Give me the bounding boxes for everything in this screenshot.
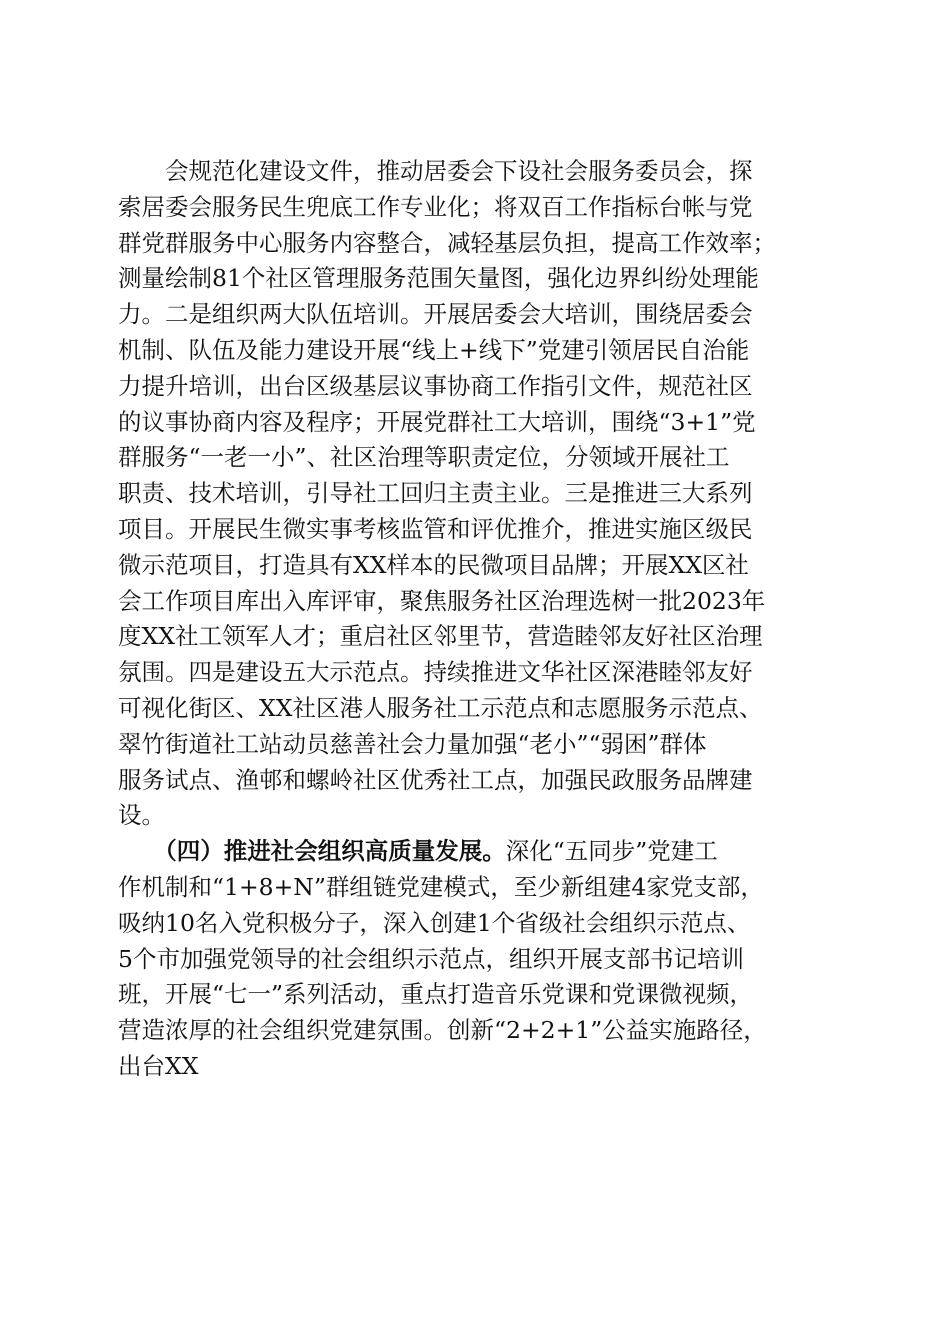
text-line: 会规范化建设文件，推动居委会下设社会服务委员会，探 bbox=[118, 157, 753, 185]
text-line: 作机制和“1+8+N”群组链党建模式，至少新组建4家党支部， bbox=[118, 872, 764, 901]
body-text bbox=[118, 154, 832, 1085]
text-line: 力。二是组织两大队伍培训。开展居委会大培训，围绕居委会 bbox=[118, 300, 753, 329]
text-line: 出台XX bbox=[118, 1051, 199, 1080]
text-line: 设。 bbox=[118, 801, 165, 830]
text-line: 氛围。四是建设五大示范点。持续推进文华社区深港睦邻友好 bbox=[118, 658, 753, 687]
text-line: 度XX社工领军人才；重启社区邻里节，营造睦邻友好社区治理 bbox=[118, 622, 763, 651]
text-line: 翠竹街道社工站动员慈善社会力量加强“老小”“弱困”群体 bbox=[118, 729, 707, 758]
text-line: 机制、队伍及能力建设开展“线上+线下”党建引领居民自治能 bbox=[118, 335, 750, 364]
section-4-first-line bbox=[118, 834, 832, 870]
text-line: 群服务“一老一小”、社区治理等职责定位，分领域开展社工 bbox=[118, 443, 730, 472]
text-line: 吸纳10名入党积极分子，深入创建1个省级社会组织示范点、 bbox=[118, 908, 751, 937]
text-line: 力提升培训，出台区级基层议事协商工作指引文件，规范社区 bbox=[118, 371, 753, 400]
text-line: 班，开展“七一”系列活动，重点打造音乐党课和党课微视频， bbox=[118, 980, 754, 1009]
text-line: 5个市加强党领导的社会组织示范点，组织开展支部书记培训 bbox=[118, 944, 744, 973]
text-line: 群党群服务中心服务内容整合，减轻基层负担，提高工作效率； bbox=[118, 228, 776, 257]
text-line: 可视化街区、XX社区港人服务社工示范点和志愿服务示范点、 bbox=[118, 693, 763, 722]
text-line: 索居委会服务民生兜底工作专业化；将双百工作指标台帐与党 bbox=[118, 192, 753, 221]
text-line: 测量绘制81个社区管理服务范围矢量图，强化边界纠纷处理能 bbox=[118, 264, 759, 293]
text-line: 的议事协商内容及程序；开展党群社工大培训，围绕“3+1”党 bbox=[118, 407, 756, 436]
text-line: 服务试点、渔邨和螺岭社区优秀社工点，加强民政服务品牌建 bbox=[118, 765, 753, 794]
text-line: 项目。开展民生微实事考核监管和评优推介，推进实施区级民 bbox=[118, 514, 753, 543]
text-line: 营造浓厚的社会组织党建氛围。创新“2+2+1”公益实施路径， bbox=[118, 1016, 767, 1045]
text-line: 微示范项目，打造具有XX样本的民微项目品牌；开展XX区社 bbox=[118, 550, 749, 579]
section-4-heading: （四）推进社会组织高质量发展。 bbox=[118, 837, 506, 866]
text-line: 会工作项目库出入库评审，聚焦服务社区治理选树一批2023年 bbox=[118, 586, 766, 615]
text-line: 职责、技术培训，引导社工回归主责主业。三是推进三大系列 bbox=[118, 479, 753, 508]
section-4-first-text: 深化“五同步”党建工 bbox=[505, 837, 718, 866]
